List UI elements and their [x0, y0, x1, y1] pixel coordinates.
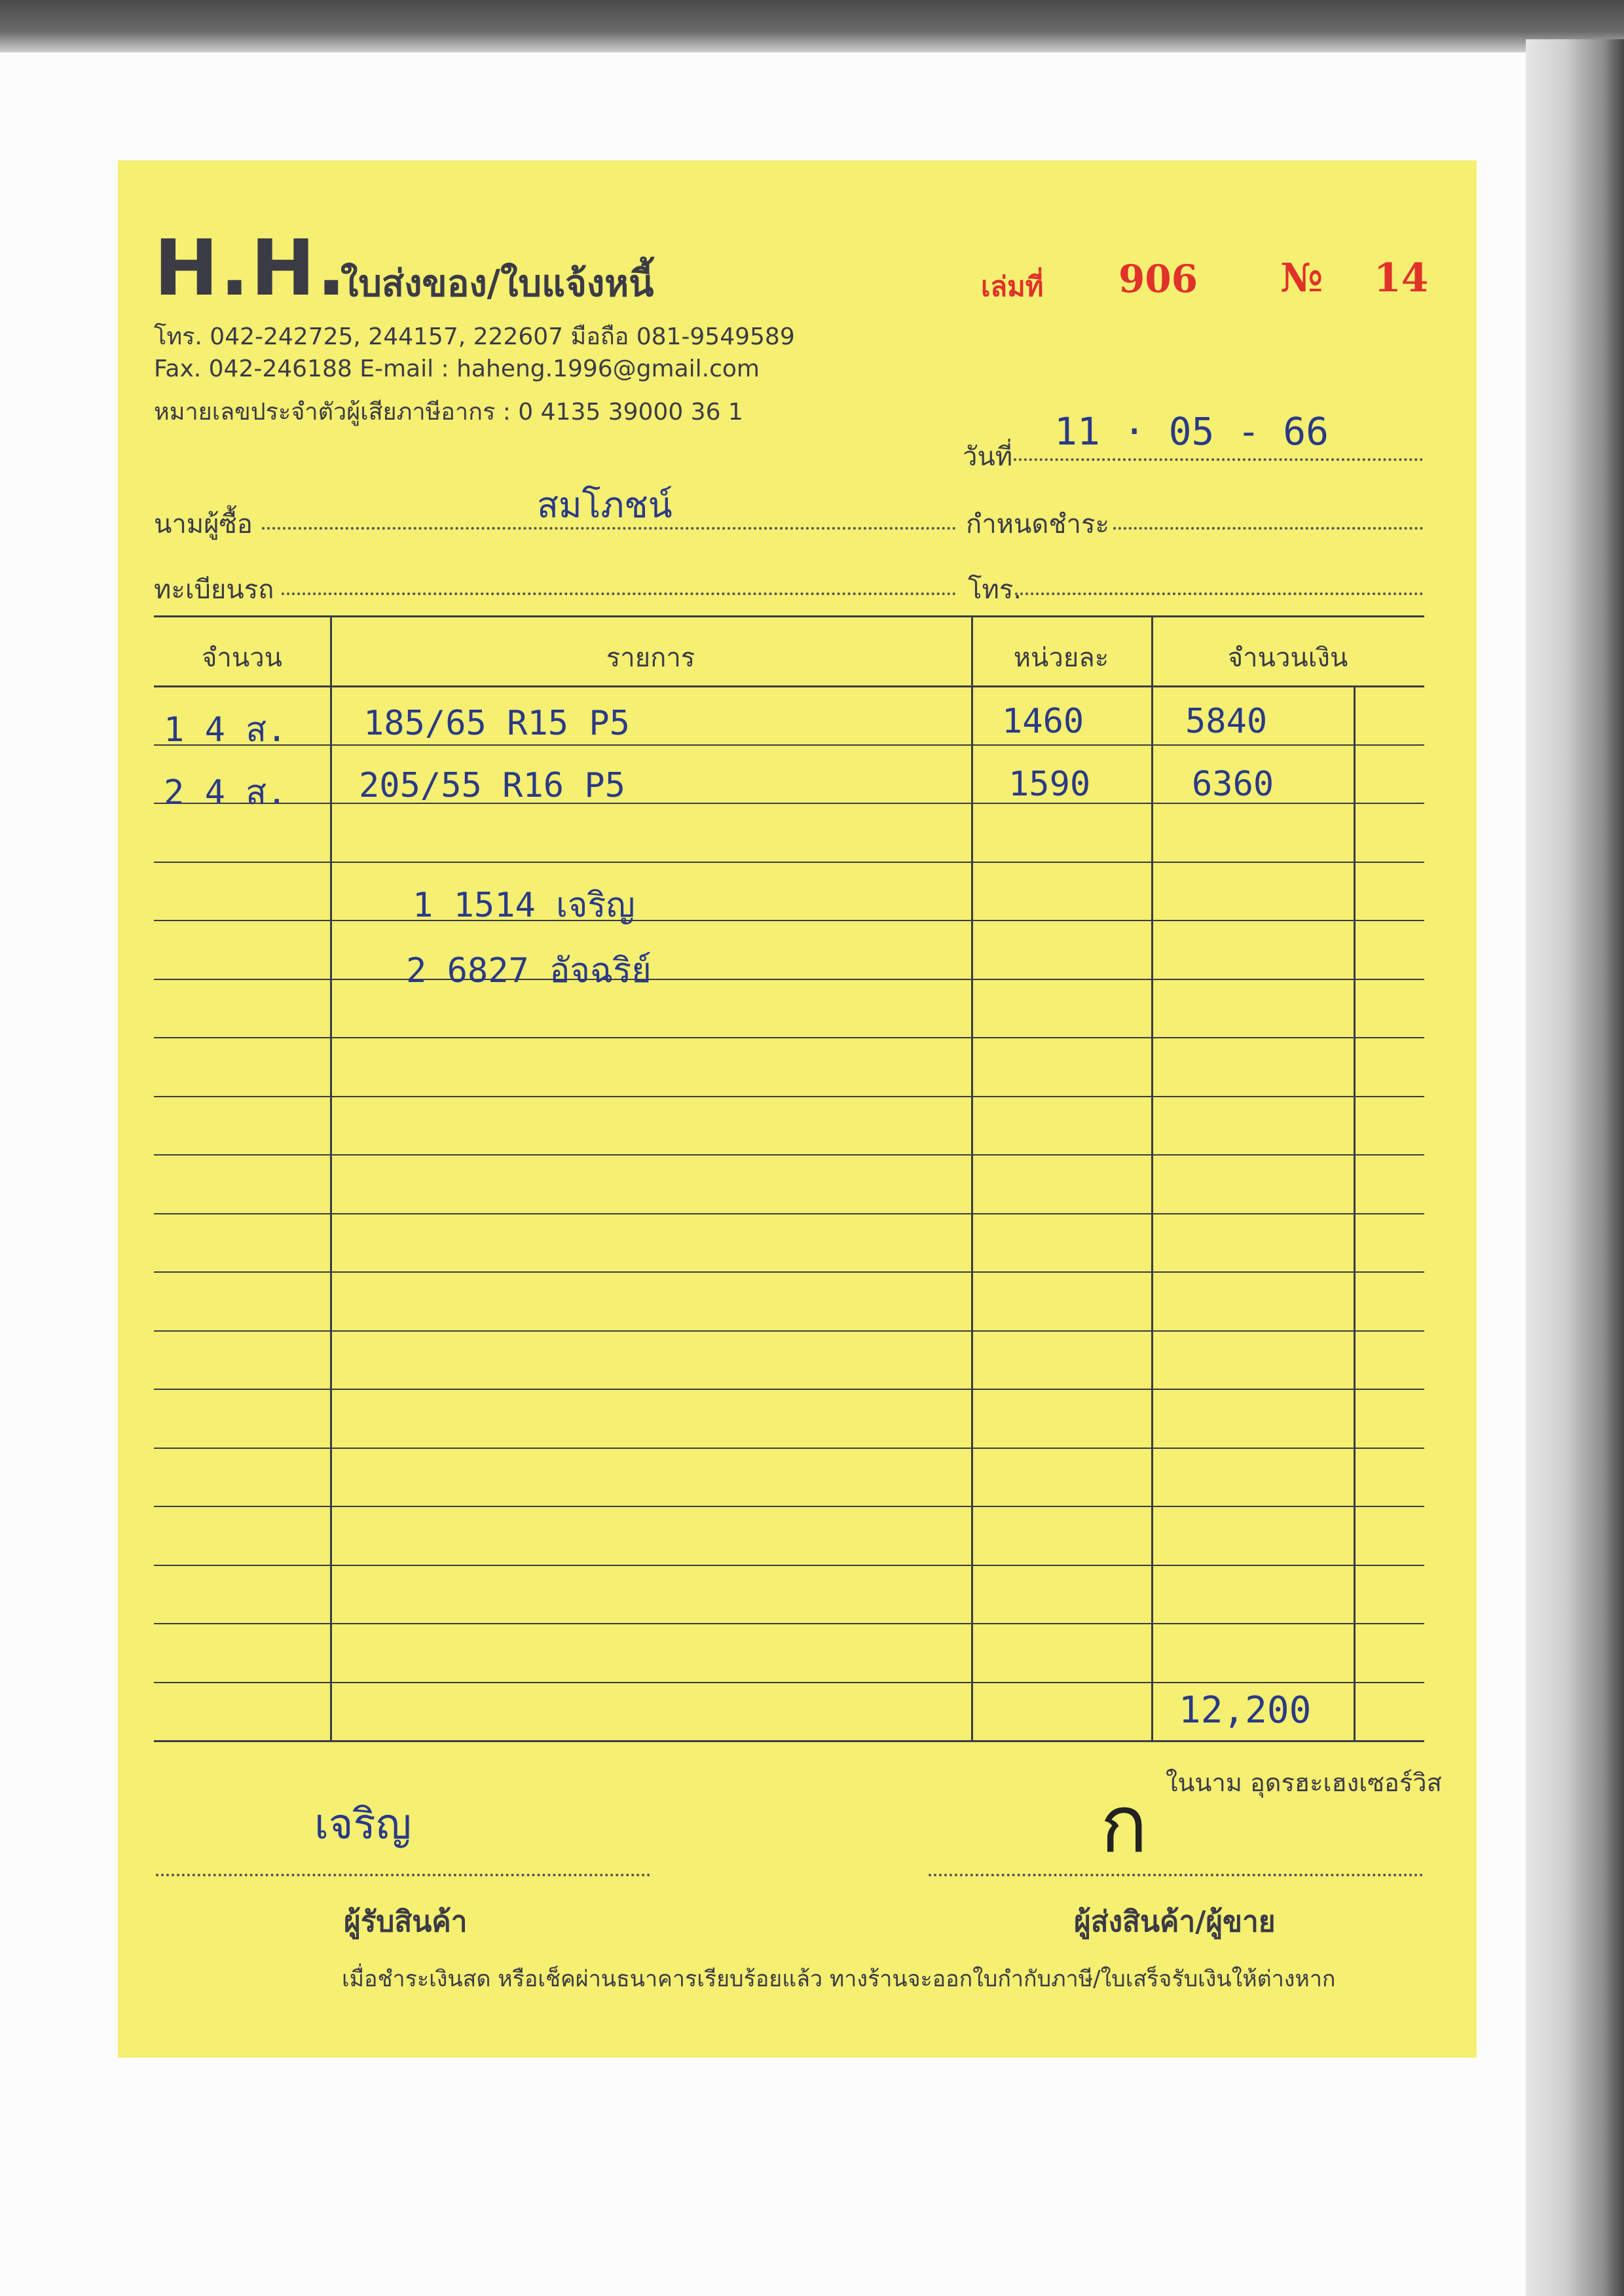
table-row-line: [154, 1037, 1424, 1038]
plate-label: ทะเบียนรถ: [154, 575, 274, 605]
row-2-amount: 6360: [1192, 765, 1274, 804]
date-label: วันที่: [963, 442, 1013, 472]
sender-label: ผู้ส่งสินค้า/ผู้ขาย: [1074, 1905, 1276, 1939]
due-label: กำหนดชำระ: [966, 509, 1109, 539]
book-number: 906: [1118, 257, 1198, 301]
buyer-label: นามผู้ซื้อ: [154, 509, 253, 539]
tel-label: โทร.: [968, 575, 1022, 605]
row-1-unit-price: 1460: [1002, 702, 1084, 741]
table-row-line: [154, 862, 1424, 863]
row-2-qty: 2 4 ส.: [164, 773, 287, 812]
scanner-top-edge: [0, 0, 1624, 52]
phone-line: โทร. 042-242725, 244157, 222607 มือถือ 081-9549589: [154, 323, 795, 350]
table-row-line: [154, 979, 1424, 980]
table-row-line: [154, 1506, 1424, 1507]
row-2-unit-price: 1590: [1008, 765, 1091, 804]
row-1-qty: 1 4 ส.: [164, 710, 287, 750]
table-row-line: [154, 1389, 1424, 1390]
on-behalf-of: ในนาม อุดรฮะเฮงเซอร์วิส: [1166, 1768, 1442, 1797]
table-row-line: [154, 1096, 1424, 1097]
plate-dotted-line: [282, 592, 956, 595]
table-row-line: [154, 1623, 1424, 1624]
table-top-border: [154, 615, 1424, 617]
table-bottom-border: [154, 1740, 1424, 1742]
receiver-label: ผู้รับสินค้า: [344, 1905, 468, 1939]
sender-signature-line: [929, 1874, 1423, 1876]
table-row-line: [154, 1213, 1424, 1214]
buyer-value: สมโภชน์: [537, 484, 673, 526]
table-column-divider: [330, 615, 332, 1741]
header-item: รายการ: [606, 643, 695, 673]
table-row-line: [154, 1330, 1424, 1332]
table-row-line: [154, 1448, 1424, 1449]
payment-note: เมื่อชำระเงินสด หรือเช็คผ่านธนาคารเรียบร้อยแล้ว ทางร้านจะออกใบกำกับภาษี/ใบเสร็จรับเงินให้ต่างหาก: [342, 1966, 1336, 1992]
table-row-line: [154, 1154, 1424, 1156]
header-qty: จำนวน: [201, 643, 283, 673]
table-row-line: [154, 1682, 1424, 1683]
number-label: №: [1280, 255, 1323, 301]
table-column-divider: [1151, 615, 1153, 1741]
document-title: ใบส่งของ/ใบแจ้งหนี้: [341, 263, 654, 305]
receiver-signature: เจริญ: [314, 1800, 412, 1849]
tel-dotted-line: [1015, 592, 1423, 595]
table-satang-divider: [1354, 685, 1356, 1741]
tax-id-line: หมายเลขประจำตัวผู้เสียภาษีอากร : 0 4135 39000 36 1: [154, 399, 743, 426]
table-header-border: [154, 685, 1424, 687]
note-row-2: 2 6827 อัจฉริย์: [406, 951, 652, 991]
table-column-divider: [971, 615, 973, 1741]
total-amount: 12,200: [1179, 1689, 1312, 1732]
row-2-item: 205/55 R16 P5: [359, 766, 625, 805]
table-row-line: [154, 1271, 1424, 1273]
table-row-line: [154, 744, 1424, 746]
due-dotted-line: [1113, 527, 1423, 530]
header-amount: จำนวนเงิน: [1227, 643, 1348, 673]
table-row-line: [154, 920, 1424, 921]
scanner-right-edge: [1526, 39, 1624, 2296]
note-row-1: 1 1514 เจริญ: [413, 886, 635, 925]
header-unit-price: หน่วยละ: [1013, 643, 1109, 673]
book-label: เล่มที่: [981, 270, 1044, 302]
row-1-amount: 5840: [1185, 702, 1268, 741]
table-row-line: [154, 1565, 1424, 1566]
date-dotted-line: [1014, 458, 1423, 461]
document-number: 14: [1374, 255, 1429, 301]
row-1-item: 185/65 R15 P5: [363, 704, 630, 743]
fax-email-line: Fax. 042-246188 E-mail : haheng.1996@gmail.com: [154, 355, 760, 382]
company-logo: H.H.: [154, 223, 348, 313]
receiver-signature-line: [156, 1874, 650, 1876]
sender-signature: ก: [1100, 1779, 1148, 1870]
date-value: 11 · 05 - 66: [1054, 409, 1329, 454]
